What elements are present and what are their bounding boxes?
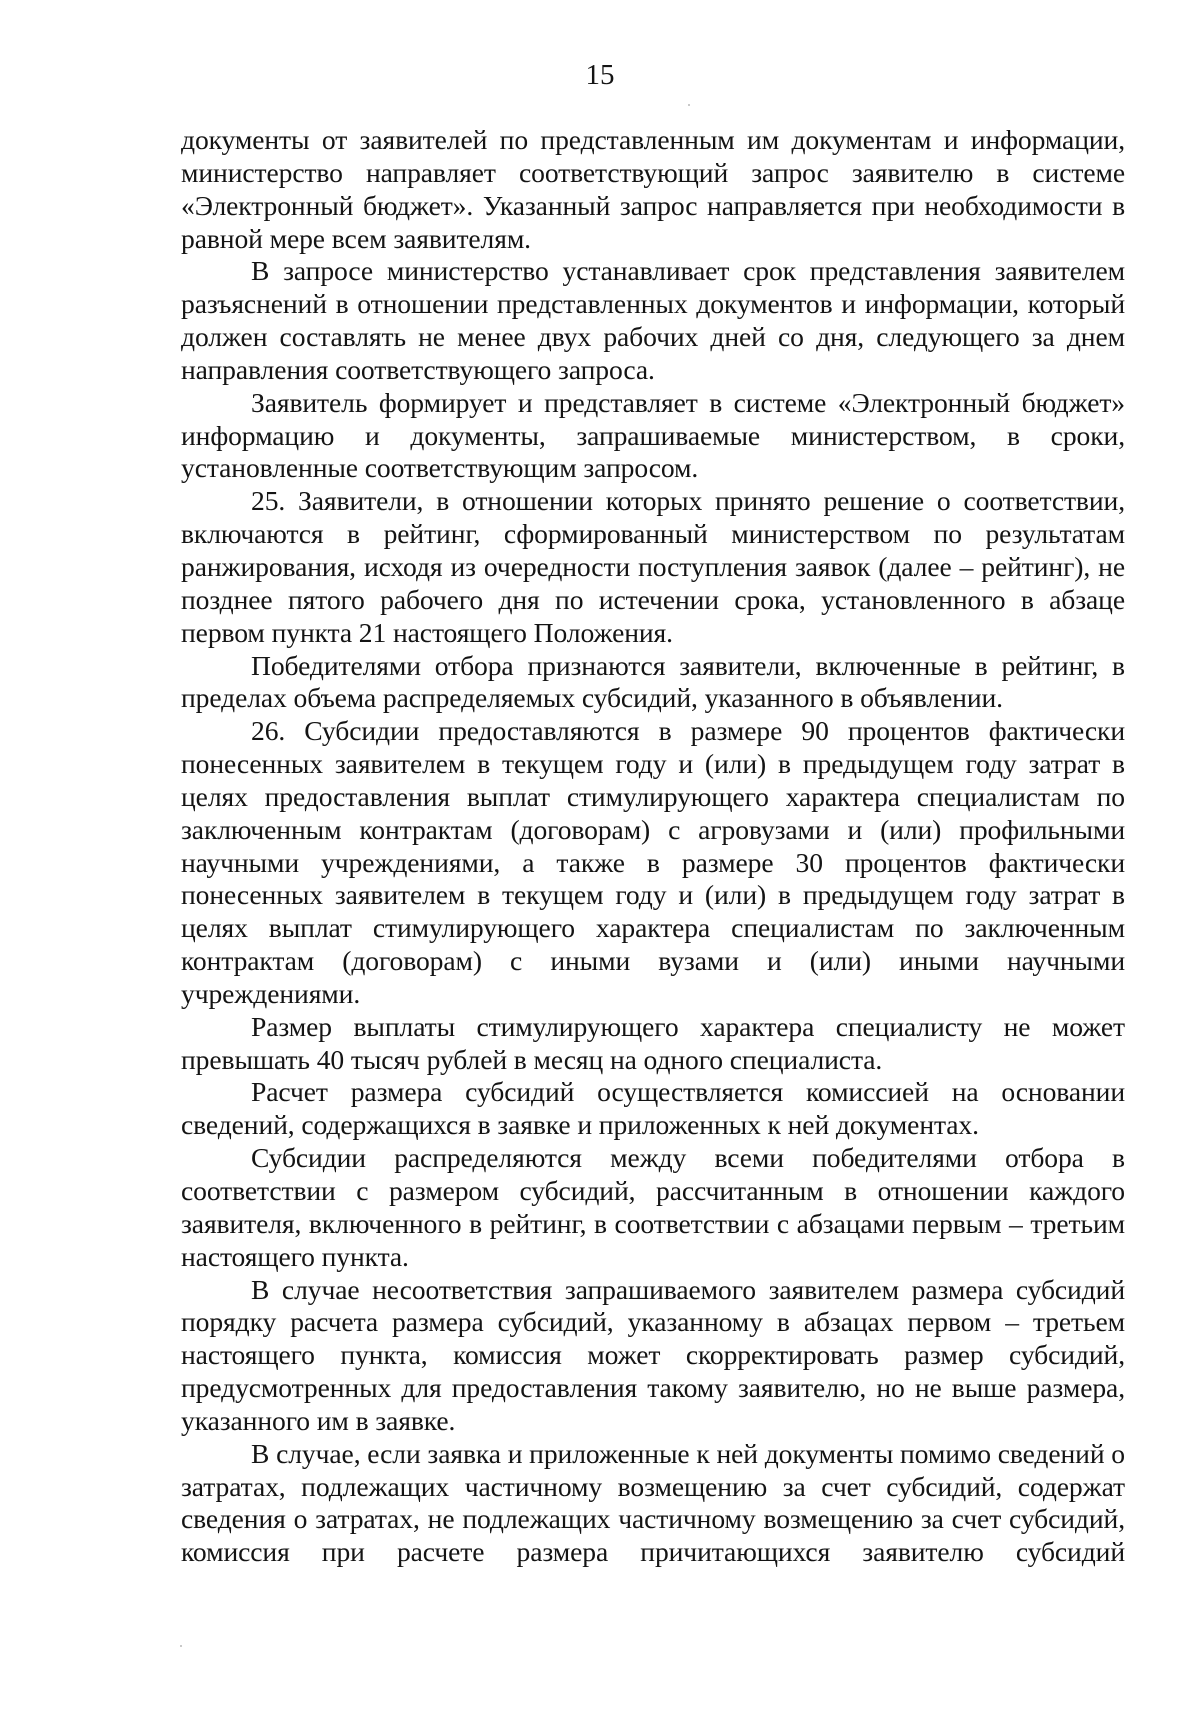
paragraph: В случае несоответствия запрашиваемого заявителем размера субсидий порядку расчета размера субсидий, указанному в абзацах первом – третьем настоящего пункта, комиссия может скорректировать размер субсидий, предусмотренных для предоставления такому заявителю, но не выше размера, указанного им в заявке. [181, 1273, 1125, 1436]
paragraph: 26. Субсидии предоставляются в размере 90 процентов фактически понесенных заявителем в текущем году и (или) в предыдущем году затрат в целях предоставления выплат стимулирующего характера специалистам по заключенным контрактам (договорам) с агровузами и (или) профильными научными учреждениями, а также в размере 30 процентов фактически понесенных заявителем в текущем году и (или) в предыдущем году затрат в целях выплат стимулирующего характера специалистам по заключенным контрактам (договорам) с иными вузами и (или) иными научными учреждениями. [181, 715, 1125, 1009]
scan-speck [688, 104, 690, 106]
paragraph: В запросе министерство устанавливает срок представления заявителем разъяснений в отношении представленных документов и информации, который должен составлять не менее двух рабочих дней со дня, следующего за днем направления соответствующего запроса. [181, 255, 1125, 385]
paragraph: В случае, если заявка и приложенные к ней документы помимо сведений о затратах, подлежащих частичному возмещению за счет субсидий, содержат сведения о затратах, не подлежащих частичному возмещению за счет субсидий, комиссия при расчете размера причитающихся заявителю субсидий [181, 1437, 1125, 1568]
paragraph: Субсидии распределяются между всеми победителями отбора в соответствии с размером субсидий, рассчитанным в отношении каждого заявителя, включенного в рейтинг, в соответствии с абзацами первым – третьим настоящего пункта. [181, 1142, 1125, 1272]
paragraph: Заявитель формирует и представляет в системе «Электронный бюджет» информацию и документы, запрашиваемые министерством, в сроки, установленные соответствующим запросом. [181, 386, 1125, 484]
paragraph: документы от заявителей по представленным им документам и информации, министерство направляет соответствующий запрос заявителю в системе «Электронный бюджет». Указанный запрос направляется при необходимости в равной мере всем заявителям. [181, 124, 1125, 254]
document-body [181, 124, 1125, 1569]
paragraph: Размер выплаты стимулирующего характера специалисту не может превышать 40 тысяч рублей в месяц на одного специалиста. [181, 1010, 1125, 1075]
paragraph: Расчет размера субсидий осуществляется комиссией на основании сведений, содержащихся в заявке и приложенных к ней документах. [181, 1076, 1125, 1141]
scan-speck [180, 1645, 182, 1647]
paragraph: Победителями отбора признаются заявители, включенные в рейтинг, в пределах объема распределяемых субсидий, указанного в объявлении. [181, 649, 1125, 714]
page-number: 15 [585, 59, 615, 91]
paragraph: 25. Заявители, в отношении которых принято решение о соответствии, включаются в рейтинг, сформированный министерством по результатам ранжирования, исходя из очередности поступления заявок (далее – рейтинг), не позднее пятого рабочего дня по истечении срока, установленного в абзаце первом пункта 21 настоящего Положения. [181, 485, 1125, 648]
